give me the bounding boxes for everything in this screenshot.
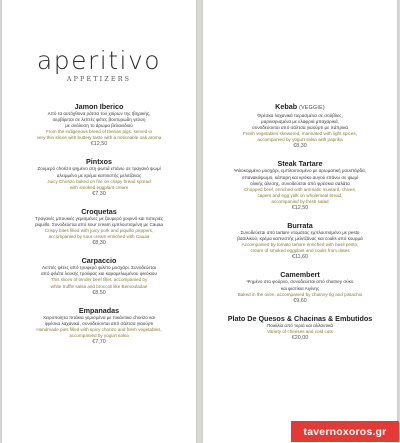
- menu-item: [203, 314, 397, 342]
- menu-item: [203, 102, 397, 150]
- menu-item-description-greek: και φιστίκια Αιγίνης: [280, 285, 320, 291]
- menu-item-description-english: white truffle salsa and broccoli like Bemouladae: [50, 283, 148, 289]
- right-item-list: [203, 102, 397, 351]
- left-item-list: [2, 102, 196, 355]
- menu-item-description-english: Juicy Chorizo baked on fire on crispy bread spread: [47, 178, 151, 184]
- menu-item-description-english: cream of smoked eggplant and coulis from dates: [250, 248, 350, 254]
- menu-item-price: €12,50: [291, 205, 309, 212]
- menu-item-price: €7,30: [92, 190, 106, 197]
- menu-item-name: [203, 221, 397, 230]
- menu-item-name: [203, 314, 397, 323]
- menu-item-description-greek: Συνοδεύεται από tartare ντομάτας εμπλουτισμένο με pesto: [240, 230, 360, 236]
- menu-item-price: €12,50: [90, 141, 108, 148]
- menu-item-description-english: accompanied by yogurt salsa: [69, 332, 129, 338]
- menu-item-description-english: Handmade pies filled with spicy chorizo and fresh vegetables,: [36, 326, 162, 332]
- menu-item-title: Camembert: [280, 270, 320, 280]
- menu-item-description-english: Variety of cheeses and cold cuts: [267, 328, 333, 334]
- menu-title: aperitivo: [36, 46, 162, 75]
- menu-item-description-greek: μαριναρισμένα με ελαφριά μπαχαρικά,: [261, 119, 339, 125]
- menu-item-description-greek: Λεπτές φέτες από τρυφερό φιλέτο μοσχάρι. Συνοδεύεται: [42, 265, 156, 271]
- menu-item-price: €11,60: [291, 254, 309, 261]
- menu-item-description-english: Crispy bites filled with juicy pork and piquillo peppers,: [44, 228, 154, 234]
- menu-item-description-greek: βασιλικού, κρέμα καπνιστής μελιτζάνας και coulis από κουρμά: [237, 236, 363, 242]
- menu-item-description-english: Accompanied by tomato tartare enriched with basil pesto,: [241, 242, 359, 248]
- menu-item-description-greek: Ποικιλία από τυριά και αλλαντικά: [266, 322, 334, 328]
- menu-item-description-greek: από φιλέτα λευκής τρούφας και καραμελωμένου φινόκιου: [41, 271, 157, 277]
- menu-item-description-greek: με ανάλυση το άρωμα βελανιδιού: [65, 123, 133, 129]
- menu-item-description-greek: Τραγανές μπουκιές γεμισμένες με ζουμερό χοιρινό και πιπεριές: [35, 215, 163, 221]
- menu-item-description-english: accompanied by sour cream enriched with Cauaa: [48, 234, 150, 240]
- menu-item-price: €8,50: [92, 289, 106, 296]
- menu-item-description-greek: Φρέσκα λαχανικά περασμένα σε σούβλες,: [257, 113, 343, 118]
- menu-item-description-english: This slices of tender beef fillet, accompanied by: [50, 277, 148, 283]
- menu-item-name: [2, 306, 196, 315]
- menu-item-title: Jamon Iberico: [74, 102, 124, 111]
- menu-item-description-greek: Ψημένο στο φούρνο, συνοδεύεται από chutney σύκο: [246, 279, 354, 285]
- menu-item-name: [2, 207, 196, 216]
- menu-item-title: Empanadas: [78, 305, 120, 315]
- menu-item-title: Pintxos: [86, 157, 112, 167]
- menu-item-description-greek: ολικής άλεσης, συνοδεύεται από φρέσκια σαλάτα: [250, 180, 350, 186]
- menu-item-description-greek: συνοδεύονται από σάλτσα γιαούρτι με πάπρικα: [252, 125, 348, 131]
- menu-item-title: Steak Tartare: [277, 159, 323, 169]
- menu-item-description-greek: σπανακόψωμο, κάπαρη και κρόκο αυγού επάνω σε ψωμί: [241, 174, 359, 180]
- menu-item-tag: (VEGGIE): [299, 105, 325, 111]
- menu-item-description-english: Chopped beef, enriched with aromatic mustard, chives,: [243, 186, 357, 192]
- menu-item-price: €7,70: [92, 338, 106, 345]
- menu-item-description-greek: Ζουμερό chorizo ψημένο στη φωτιά επάνω σε τραγανό ψωμί: [37, 166, 161, 172]
- menu-page-left: [2, 0, 196, 443]
- site-watermark: tavernoxoros.gr: [291, 421, 399, 442]
- menu-item-description-english: Fresh vegetables skewered, marinated with light spices,: [243, 131, 357, 137]
- menu-item-name: [2, 256, 196, 265]
- menu-item: [2, 207, 196, 247]
- menu-item-description-english: Baked in the oven, accompanied by chutney fig and pistachio: [237, 291, 363, 297]
- menu-page-right: [203, 0, 397, 443]
- menu-item-description-english: with smoked eggplant cream: [69, 184, 129, 190]
- menu-item-title: Carpaccio: [81, 256, 117, 266]
- menu-item-description-english: accompanied by fresh salad: [271, 198, 329, 204]
- menu-item-description-english: From the indigenous breed of Iberian pigs, served in: [45, 129, 153, 135]
- menu-item-name: [2, 102, 196, 111]
- menu-item: [2, 157, 196, 197]
- menu-item-description-greek: piquillo. Συνοδεύεται από sour cream εμπλουτισμένη με Cauaa: [35, 221, 163, 227]
- menu-item: [203, 270, 397, 304]
- menu-item: [2, 306, 196, 346]
- menu-item-title: Burrata: [287, 221, 313, 231]
- menu-header: [2, 48, 196, 83]
- menu-item: [2, 256, 196, 296]
- menu-item-name: [203, 102, 397, 113]
- menu-item-description-greek: Χειροποίητα πιτάκια γεμισμένα με πικάντικο chorizo και: [42, 314, 156, 320]
- menu-item-description-greek: Ψιλοκομμένο μοσχάρι, εμπλουτισμένο με αρωματική μουστάρδα,: [234, 168, 366, 174]
- menu-item-price: €8,30: [92, 240, 106, 247]
- menu-item-price: €20,00: [291, 334, 309, 341]
- menu-item-title: Croquetas: [81, 206, 117, 216]
- menu-item-description-greek: φρέσκα λαχανικά, συνοδεύονται από σάλτσα γιαούρτι: [44, 320, 154, 326]
- menu-item-description-english: accompanied by yogurt salsa with paprika: [257, 137, 343, 143]
- menu-item-description-english: very thin slices with buttery taste with a noticeable oak aroma: [36, 135, 162, 141]
- menu-item-description-english: capers and egg yolk on wholemeal bread,: [257, 192, 343, 198]
- menu-item-price: €9,60: [293, 297, 307, 304]
- menu-item-description-greek: σερβίρεται σε λεπτές φέτες βουτυρώδη γεύση: [52, 117, 146, 123]
- menu-item-title: Kebab: [275, 102, 298, 111]
- menu-item: [203, 221, 397, 261]
- menu-item-title: Plato De Quesos & Chacinas & Embutidos: [227, 313, 373, 323]
- menu-item: [2, 102, 196, 148]
- menu-subtitle: APPETIZERS: [66, 76, 132, 83]
- menu-item-price: €8,30: [293, 143, 307, 150]
- menu-item: [203, 159, 397, 212]
- menu-item-description-greek: αλειμμένο με κρέμα καπνιστής μελιτζάνας: [56, 172, 142, 178]
- menu-item-description-greek: Από τα αυτόχθονα ράτσα του χοίρων της Ιβηρικής,: [47, 111, 151, 116]
